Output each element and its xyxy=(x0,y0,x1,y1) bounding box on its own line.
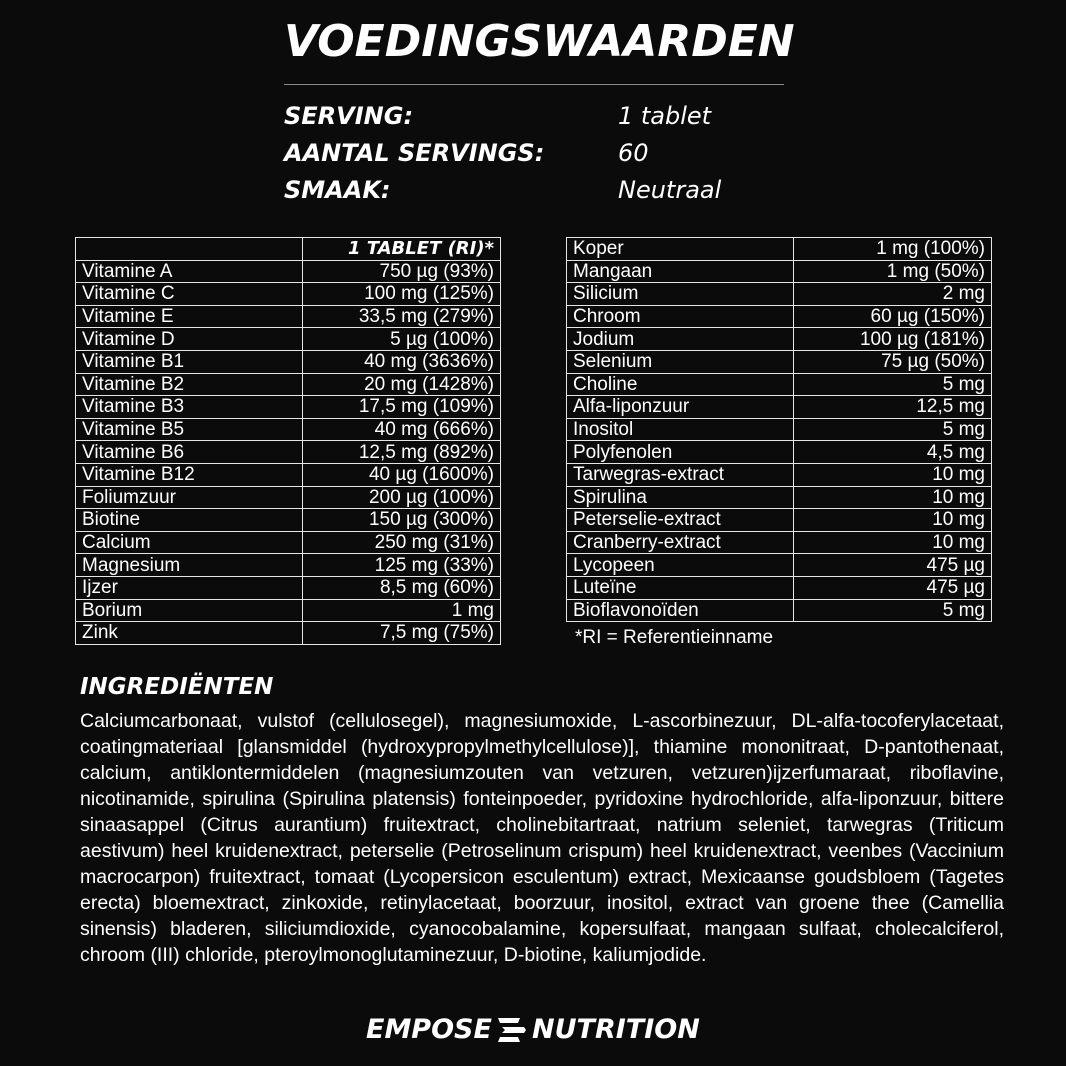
nutrient-name: Alfa-liponzuur xyxy=(567,396,794,419)
brand-logo xyxy=(366,1012,706,1048)
nutrient-name: Luteïne xyxy=(567,576,794,599)
table-row xyxy=(76,418,501,441)
nutrient-value: 10 mg xyxy=(794,509,992,532)
nutrient-value: 40 mg (666%) xyxy=(303,418,501,441)
table-header-per-tablet: 1 TABLET (RI)* xyxy=(303,238,501,261)
table-row xyxy=(567,576,992,599)
nutrient-name: Inositol xyxy=(567,418,794,441)
nutrient-value: 1 mg xyxy=(303,599,501,622)
nutrient-name: Vitamine B1 xyxy=(76,350,303,373)
nutrient-name: Jodium xyxy=(567,328,794,351)
nutrient-value: 200 µg (100%) xyxy=(303,486,501,509)
table-row xyxy=(567,373,992,396)
nutrient-name: Tarwegras-extract xyxy=(567,463,794,486)
nutrient-name: Vitamine B2 xyxy=(76,373,303,396)
table-row xyxy=(567,441,992,464)
nutrient-name: Calcium xyxy=(76,531,303,554)
serving-info xyxy=(284,102,804,213)
table-row xyxy=(567,328,992,351)
nutrient-value: 100 µg (181%) xyxy=(794,328,992,351)
nutrient-value: 40 µg (1600%) xyxy=(303,463,501,486)
nutrient-value: 5 mg xyxy=(794,599,992,622)
nutrient-value: 75 µg (50%) xyxy=(794,350,992,373)
table-row xyxy=(76,373,501,396)
table-row xyxy=(76,396,501,419)
nutrient-name: Lycopeen xyxy=(567,554,794,577)
nutrient-name: Choline xyxy=(567,373,794,396)
nutrient-name: Bioflavonoïden xyxy=(567,599,794,622)
table-row xyxy=(567,486,992,509)
nutrient-name: Zink xyxy=(76,622,303,645)
table-row xyxy=(567,463,992,486)
nutrient-name: Foliumzuur xyxy=(76,486,303,509)
nutrient-name: Chroom xyxy=(567,305,794,328)
nutrient-name: Cranberry-extract xyxy=(567,531,794,554)
nutrient-value: 5 mg xyxy=(794,373,992,396)
nutrient-value: 33,5 mg (279%) xyxy=(303,305,501,328)
nutrient-value: 475 µg xyxy=(794,576,992,599)
table-row xyxy=(76,509,501,532)
table-header-row xyxy=(76,238,501,261)
table-row xyxy=(567,283,992,306)
nutrient-name: Ijzer xyxy=(76,576,303,599)
ingredients-heading: INGREDIËNTEN xyxy=(80,674,274,700)
table-row xyxy=(76,463,501,486)
nutrient-value: 150 µg (300%) xyxy=(303,509,501,532)
table-row xyxy=(76,328,501,351)
serving-label: SERVING: xyxy=(284,102,414,130)
nutrient-name: Polyfenolen xyxy=(567,441,794,464)
nutrient-value: 17,5 mg (109%) xyxy=(303,396,501,419)
nutrient-name: Selenium xyxy=(567,350,794,373)
nutrient-value: 250 mg (31%) xyxy=(303,531,501,554)
title-divider xyxy=(284,84,784,85)
flavor-row xyxy=(284,176,804,213)
table-row xyxy=(567,509,992,532)
nutrient-value: 4,5 mg xyxy=(794,441,992,464)
nutrient-value: 10 mg xyxy=(794,486,992,509)
nutrition-table-left xyxy=(75,237,501,645)
nutrient-value: 1 mg (100%) xyxy=(794,238,992,261)
table-row xyxy=(567,554,992,577)
table-row xyxy=(76,350,501,373)
nutrient-value: 7,5 mg (75%) xyxy=(303,622,501,645)
table-row xyxy=(76,260,501,283)
nutrient-name: Borium xyxy=(76,599,303,622)
nutrition-table-right xyxy=(566,237,992,622)
nutrient-name: Vitamine B6 xyxy=(76,441,303,464)
nutrient-value: 475 µg xyxy=(794,554,992,577)
flavor-label: SMAAK: xyxy=(284,176,391,204)
nutrient-name: Vitamine C xyxy=(76,283,303,306)
nutrient-name: Vitamine A xyxy=(76,260,303,283)
table-row xyxy=(76,486,501,509)
table-row xyxy=(76,441,501,464)
servings-count-row xyxy=(284,139,804,176)
nutrient-value: 5 µg (100%) xyxy=(303,328,501,351)
nutrient-value: 5 mg xyxy=(794,418,992,441)
table-row xyxy=(76,599,501,622)
nutrient-value: 2 mg xyxy=(794,283,992,306)
table-row xyxy=(567,350,992,373)
nutrient-value: 10 mg xyxy=(794,463,992,486)
table-row xyxy=(76,305,501,328)
nutrient-name: Mangaan xyxy=(567,260,794,283)
nutrient-name: Koper xyxy=(567,238,794,261)
nutrient-name: Silicium xyxy=(567,283,794,306)
nutrient-value: 750 µg (93%) xyxy=(303,260,501,283)
nutrient-name: Magnesium xyxy=(76,554,303,577)
nutrient-value: 40 mg (3636%) xyxy=(303,350,501,373)
nutrient-value: 20 mg (1428%) xyxy=(303,373,501,396)
nutrient-name: Vitamine B12 xyxy=(76,463,303,486)
nutrient-value: 12,5 mg xyxy=(794,396,992,419)
ri-footnote: *RI = Referentieinname xyxy=(575,627,774,648)
table-row xyxy=(567,305,992,328)
brand-e-arrow-icon xyxy=(496,1016,528,1044)
nutrient-name: Vitamine E xyxy=(76,305,303,328)
nutrient-value: 8,5 mg (60%) xyxy=(303,576,501,599)
table-row xyxy=(76,576,501,599)
table-row xyxy=(76,531,501,554)
table-row xyxy=(567,396,992,419)
servings-count-label: AANTAL SERVINGS: xyxy=(284,139,545,167)
table-row xyxy=(567,531,992,554)
serving-value: 1 tablet xyxy=(618,102,712,130)
nutrient-value: 100 mg (125%) xyxy=(303,283,501,306)
nutrient-value: 125 mg (33%) xyxy=(303,554,501,577)
table-row xyxy=(76,283,501,306)
table-row xyxy=(76,554,501,577)
table-row xyxy=(567,599,992,622)
table-row xyxy=(567,418,992,441)
page-title: VOEDINGSWAARDEN xyxy=(284,16,795,67)
ingredients-text: Calciumcarbonaat, vulstof (cellulosegel), magnesiumoxide, L-ascorbinezuur, DL-alfa-tocoferylacetaat, coatingmateriaal [glansmiddel (hydroxypropylmethylcellulose)], thiamine mononitraat, D-pantothenaat, calcium, antiklontermiddelen (magnesiumzouten van vetzuren, vetzuren)ijzerfumaraat, riboflavine, nicotinamide, spirulina (Spirulina platensis) fonteinpoeder, pyridoxine hydrochloride, alfa-liponzuur, bittere sinaasappel (Citrus aurantium) fruitextract, cholinebitartraat, natrium seleniet, tarwegras (Triticum aestivum) heel kruidenextract, peterselie (Petroselinum crispum) heel kruidenextract, veenbes (Vaccinium macrocarpon) fruitextract, tomaat (Lycopersicon esculentum) extract, Mexicaanse goudsbloem (Tagetes erecta) bloemextract, zinkoxide, retinylacetaat, boorzuur, inositol, extract van groene thee (Camellia sinensis) bladeren, siliciumdioxide, cyanocobalamine, kopersulfaat, mangaan sulfaat, cholecalciferol, chroom (III) chloride, pteroylmonoglutaminezuur, D-biotine, kaliumjodide. xyxy=(80,710,1004,966)
nutrient-value: 12,5 mg (892%) xyxy=(303,441,501,464)
nutrient-name: Vitamine D xyxy=(76,328,303,351)
flavor-value: Neutraal xyxy=(618,176,722,204)
table-row xyxy=(76,622,501,645)
nutrient-value: 1 mg (50%) xyxy=(794,260,992,283)
nutrient-name: Spirulina xyxy=(567,486,794,509)
nutrient-name: Peterselie-extract xyxy=(567,509,794,532)
servings-count-value: 60 xyxy=(618,139,649,167)
nutrient-name: Biotine xyxy=(76,509,303,532)
nutrient-value: 10 mg xyxy=(794,531,992,554)
nutrient-name: Vitamine B3 xyxy=(76,396,303,419)
nutrient-value: 60 µg (150%) xyxy=(794,305,992,328)
table-header-empty xyxy=(76,238,303,261)
table-row xyxy=(567,260,992,283)
brand-name-left: EMPOSE xyxy=(366,1014,492,1045)
table-row xyxy=(567,238,992,261)
brand-name-right: NUTRITION xyxy=(532,1014,700,1045)
serving-row xyxy=(284,102,804,139)
nutrient-name: Vitamine B5 xyxy=(76,418,303,441)
